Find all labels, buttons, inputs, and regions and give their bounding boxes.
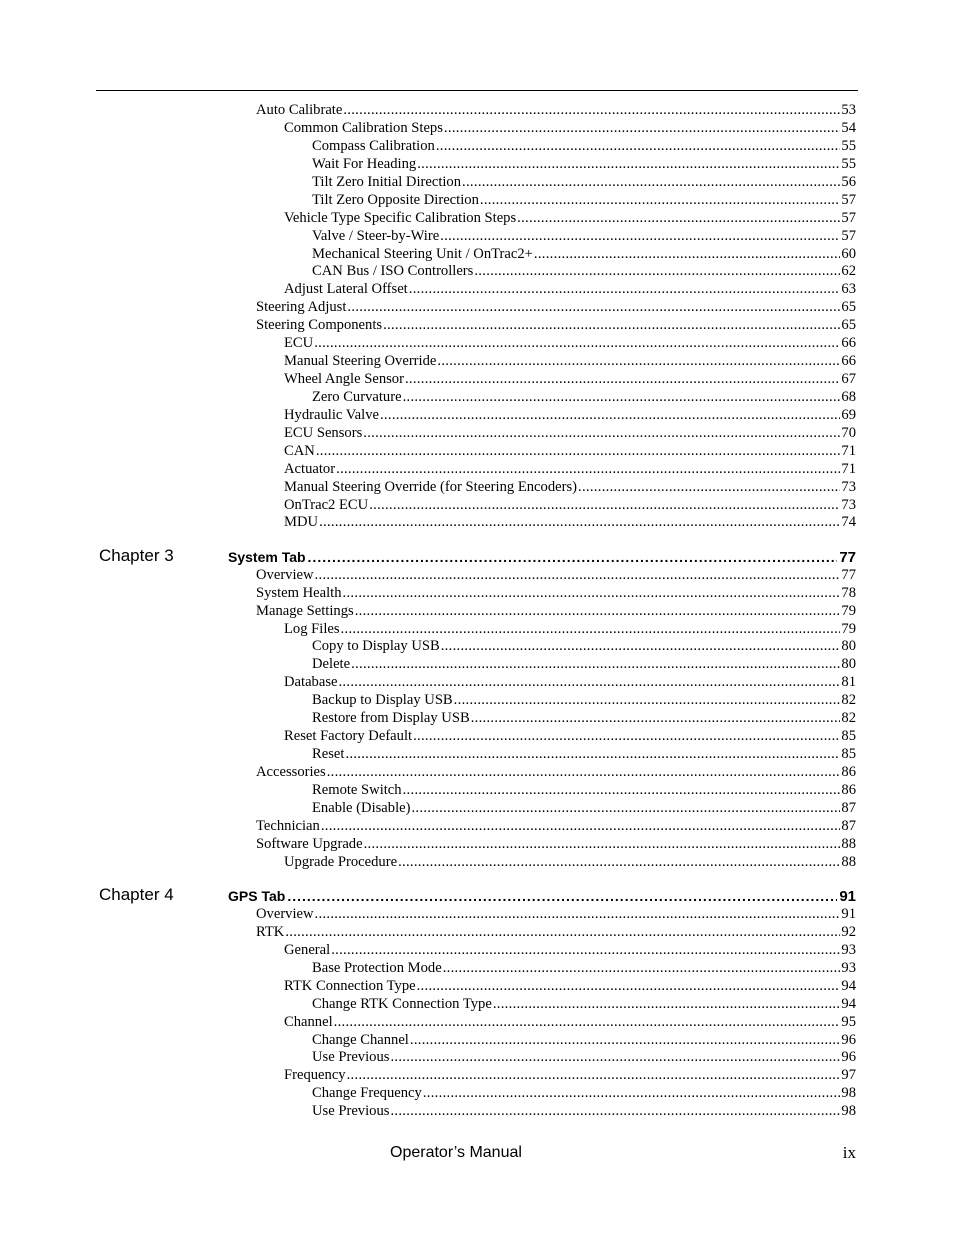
- toc-entry-page: 73: [841, 497, 856, 513]
- toc-entry-page: 92: [841, 924, 856, 940]
- toc-entry-page: 68: [841, 389, 856, 405]
- footer-manual-title: Operator’s Manual: [390, 1144, 522, 1161]
- toc-entry-title: Reset Factory Default: [284, 728, 413, 744]
- toc-leader: [364, 835, 841, 853]
- toc-leader: [336, 460, 840, 478]
- toc-entry-title: Vehicle Type Specific Calibration Steps: [284, 210, 517, 226]
- toc-entry-title: Copy to Display USB: [312, 638, 440, 654]
- toc-leader: [331, 941, 840, 959]
- toc-entry[interactable]: [312, 637, 856, 655]
- toc-entry-page: 94: [841, 978, 856, 994]
- toc-entry[interactable]: [312, 1102, 856, 1120]
- toc-entry-title: General: [284, 942, 331, 958]
- toc-entry-title: Accessories: [256, 764, 326, 780]
- toc-entry[interactable]: [312, 1031, 856, 1049]
- toc-entry[interactable]: [312, 155, 856, 173]
- toc-entry-title: Software Upgrade: [256, 836, 363, 852]
- toc-entry[interactable]: [312, 691, 856, 709]
- toc-entry-title: Manage Settings: [256, 603, 354, 619]
- toc-leader: [347, 1066, 841, 1084]
- toc-entry-page: 66: [841, 353, 856, 369]
- toc-entry[interactable]: [284, 1066, 856, 1084]
- toc-entry-page: 80: [841, 638, 856, 654]
- toc-entry[interactable]: [256, 602, 856, 620]
- toc-entry-page: 79: [841, 621, 856, 637]
- toc-entry-title: Manual Steering Override: [284, 353, 437, 369]
- toc-leader: [474, 262, 840, 280]
- toc-entry-page: 71: [841, 443, 856, 459]
- toc-entry-title: Log Files: [284, 621, 340, 637]
- toc-entry-title: Steering Components: [256, 317, 383, 333]
- toc-entry[interactable]: [312, 245, 856, 263]
- toc-entry-page: 80: [841, 656, 856, 672]
- toc-leader: [287, 886, 837, 906]
- toc-leader: [338, 673, 840, 691]
- toc-entry-title: Database: [284, 674, 338, 690]
- toc-leader: [423, 1084, 841, 1102]
- toc-entry[interactable]: [312, 655, 856, 673]
- toc-entry-page: 91: [841, 906, 856, 922]
- toc-leader: [403, 388, 841, 406]
- toc-entry-title: Enable (Disable): [312, 800, 411, 816]
- toc-entry-page: 96: [841, 1049, 856, 1065]
- toc-entry-title: RTK Connection Type: [284, 978, 416, 994]
- toc-entry-title: ECU: [284, 335, 314, 351]
- toc-entry-title: Reset: [312, 746, 345, 762]
- toc-entry[interactable]: [284, 977, 856, 995]
- toc-entry[interactable]: [284, 673, 856, 691]
- toc-entry[interactable]: [284, 1013, 856, 1031]
- toc-leader: [440, 227, 840, 245]
- toc-entry-page: 57: [841, 228, 856, 244]
- chapter-entry[interactable]: [228, 547, 856, 567]
- toc-leader: [314, 334, 840, 352]
- toc-entry-page: 69: [841, 407, 856, 423]
- toc-entry-title: Change Channel: [312, 1032, 409, 1048]
- toc-leader: [390, 1048, 840, 1066]
- toc-entry-page: 98: [841, 1103, 856, 1119]
- toc-entry[interactable]: [312, 1048, 856, 1066]
- toc-entry-page: 79: [841, 603, 856, 619]
- toc-entry-page: 57: [841, 192, 856, 208]
- toc-entry-page: 88: [841, 836, 856, 852]
- toc-leader: [380, 406, 840, 424]
- toc-entry-page: 53: [841, 102, 856, 118]
- toc-leader: [369, 496, 840, 514]
- toc-entry[interactable]: [312, 799, 856, 817]
- toc-entry[interactable]: [256, 905, 856, 923]
- toc-entry[interactable]: [256, 817, 856, 835]
- toc-leader: [437, 352, 840, 370]
- toc-leader: [454, 691, 841, 709]
- toc-leader: [308, 547, 838, 567]
- toc-leader: [578, 478, 840, 496]
- toc-entry-page: 65: [841, 317, 856, 333]
- toc-leader: [443, 959, 841, 977]
- toc-leader: [343, 101, 840, 119]
- toc-leader: [341, 620, 841, 638]
- toc-leader: [409, 280, 841, 298]
- toc-entry-title: Tilt Zero Opposite Direction: [312, 192, 479, 208]
- toc-entry-page: 96: [841, 1032, 856, 1048]
- toc-entry[interactable]: [312, 995, 856, 1013]
- toc-leader: [398, 853, 840, 871]
- toc-leader: [347, 298, 840, 316]
- toc-entry-page: 66: [841, 335, 856, 351]
- toc-leader: [403, 781, 841, 799]
- toc-leader: [517, 209, 840, 227]
- toc-entry-title: Actuator: [284, 461, 336, 477]
- toc-entry-title: Hydraulic Valve: [284, 407, 379, 423]
- toc-entry-page: 87: [841, 800, 856, 816]
- toc-entry-title: Channel: [284, 1014, 333, 1030]
- toc-leader: [319, 513, 840, 531]
- toc-entry-page: 78: [841, 585, 856, 601]
- toc-entry-page: 55: [841, 156, 856, 172]
- toc-entry-title: Zero Curvature: [312, 389, 402, 405]
- toc-leader: [285, 923, 840, 941]
- toc-entry-title: Overview: [256, 906, 314, 922]
- toc-leader: [327, 763, 841, 781]
- chapter-label: Chapter 3: [99, 546, 174, 565]
- toc-leader: [315, 566, 841, 584]
- toc-entry[interactable]: [312, 191, 856, 209]
- chapter-page: 77: [839, 549, 856, 566]
- chapter-page: 91: [839, 888, 856, 905]
- toc-entry-title: Delete: [312, 656, 351, 672]
- toc-entry-page: 94: [841, 996, 856, 1012]
- toc-leader: [363, 424, 840, 442]
- toc-leader: [493, 995, 841, 1013]
- toc-leader: [355, 602, 841, 620]
- toc-leader: [444, 119, 840, 137]
- toc-entry[interactable]: [312, 388, 856, 406]
- toc-entry[interactable]: [284, 620, 856, 638]
- toc-entry-page: 81: [841, 674, 856, 690]
- toc-entry-title: Adjust Lateral Offset: [284, 281, 408, 297]
- toc-entry-page: 82: [841, 692, 856, 708]
- toc-entry[interactable]: [284, 280, 856, 298]
- toc-entry-page: 86: [841, 782, 856, 798]
- toc-leader: [480, 191, 841, 209]
- toc-leader: [462, 173, 840, 191]
- toc-leader: [534, 245, 841, 263]
- toc-entry-page: 82: [841, 710, 856, 726]
- toc-entry-page: 88: [841, 854, 856, 870]
- toc-leader: [343, 584, 841, 602]
- toc-entry[interactable]: [256, 584, 856, 602]
- toc-entry-title: Frequency: [284, 1067, 346, 1083]
- toc-entry-page: 62: [841, 263, 856, 279]
- toc-entry-title: Compass Calibration: [312, 138, 435, 154]
- toc-entry[interactable]: [284, 727, 856, 745]
- toc-entry-title: Mechanical Steering Unit / OnTrac2+: [312, 246, 533, 262]
- toc-entry-page: 86: [841, 764, 856, 780]
- chapter-entry[interactable]: [228, 886, 856, 906]
- toc-entry-title: Wait For Heading: [312, 156, 417, 172]
- toc-entry[interactable]: [312, 173, 856, 191]
- toc-entry[interactable]: [284, 496, 856, 514]
- toc-entry-page: 77: [841, 567, 856, 583]
- toc-entry-page: 74: [841, 514, 856, 530]
- chapter-title: System Tab: [228, 549, 306, 565]
- toc-leader: [383, 316, 840, 334]
- toc-leader: [321, 817, 841, 835]
- toc-entry-page: 85: [841, 728, 856, 744]
- toc-entry-page: 95: [841, 1014, 856, 1030]
- toc-entry[interactable]: [256, 566, 856, 584]
- toc-entry-title: Remote Switch: [312, 782, 402, 798]
- toc-entry[interactable]: [284, 941, 856, 959]
- toc-leader: [405, 370, 840, 388]
- toc-entry[interactable]: [284, 334, 856, 352]
- footer-page-number: ix: [842, 1143, 856, 1162]
- toc-entry-page: 71: [841, 461, 856, 477]
- toc-entry[interactable]: [312, 959, 856, 977]
- toc-entry-title: Auto Calibrate: [256, 102, 343, 118]
- toc-entry-page: 54: [841, 120, 856, 136]
- toc-leader: [471, 709, 841, 727]
- toc-leader: [411, 799, 840, 817]
- toc-entry[interactable]: [284, 370, 856, 388]
- toc-entry[interactable]: [284, 478, 856, 496]
- toc-entry-title: Upgrade Procedure: [284, 854, 398, 870]
- toc-leader: [316, 442, 841, 460]
- toc-entry-title: Change Frequency: [312, 1085, 422, 1101]
- toc-entry-title: Use Previous: [312, 1049, 390, 1065]
- toc-leader: [417, 977, 841, 995]
- toc-entry-title: Technician: [256, 818, 320, 834]
- toc-entry-page: 97: [841, 1067, 856, 1083]
- toc-leader: [413, 727, 840, 745]
- toc-entry-page: 73: [841, 479, 856, 495]
- toc-entry-title: Valve / Steer-by-Wire: [312, 228, 440, 244]
- toc-entry-title: Change RTK Connection Type: [312, 996, 492, 1012]
- toc-entry-title: Use Previous: [312, 1103, 390, 1119]
- toc-entry-page: 65: [841, 299, 856, 315]
- toc-entry[interactable]: [312, 137, 856, 155]
- toc-entry[interactable]: [312, 781, 856, 799]
- chapter-label: Chapter 4: [99, 885, 174, 904]
- toc-entry-page: 63: [841, 281, 856, 297]
- toc-entry[interactable]: [312, 745, 856, 763]
- toc-leader: [315, 905, 841, 923]
- toc-entry-title: Steering Adjust: [256, 299, 347, 315]
- toc-leader: [390, 1102, 840, 1120]
- toc-entry[interactable]: [312, 227, 856, 245]
- toc-entry[interactable]: [284, 119, 856, 137]
- toc-entry[interactable]: [312, 1084, 856, 1102]
- toc-leader: [334, 1013, 841, 1031]
- toc-entry[interactable]: [256, 298, 856, 316]
- toc-entry-page: 87: [841, 818, 856, 834]
- toc-entry-page: 55: [841, 138, 856, 154]
- toc-entry-page: 93: [841, 960, 856, 976]
- toc-entry-title: System Health: [256, 585, 342, 601]
- toc-entry-page: 67: [841, 371, 856, 387]
- toc-entry-page: 60: [841, 246, 856, 262]
- toc-entry-page: 70: [841, 425, 856, 441]
- toc-entry[interactable]: [312, 709, 856, 727]
- toc-entry-page: 57: [841, 210, 856, 226]
- toc-leader: [351, 655, 840, 673]
- header-rule: [96, 90, 858, 91]
- toc-leader: [345, 745, 840, 763]
- toc-entry-page: 56: [841, 174, 856, 190]
- toc-entry-title: CAN: [284, 443, 315, 459]
- toc-entry[interactable]: [256, 316, 856, 334]
- toc-entry[interactable]: [284, 853, 856, 871]
- toc-entry[interactable]: [284, 209, 856, 227]
- toc-entry[interactable]: [284, 460, 856, 478]
- toc-entry-title: Base Protection Mode: [312, 960, 442, 976]
- toc-entry-title: Manual Steering Override (for Steering Encoders): [284, 479, 577, 495]
- toc-entry-title: Restore from Display USB: [312, 710, 470, 726]
- toc-leader: [436, 137, 841, 155]
- toc-entry-title: ECU Sensors: [284, 425, 363, 441]
- toc-entry-title: MDU: [284, 514, 319, 530]
- toc-entry[interactable]: [284, 442, 856, 460]
- toc-entry[interactable]: [256, 923, 856, 941]
- toc-entry[interactable]: [256, 763, 856, 781]
- toc-entry-page: 85: [841, 746, 856, 762]
- toc-entry[interactable]: [284, 424, 856, 442]
- toc-entry-title: OnTrac2 ECU: [284, 497, 369, 513]
- toc-entry[interactable]: [256, 101, 856, 119]
- toc-entry-title: Overview: [256, 567, 314, 583]
- toc-entry-title: CAN Bus / ISO Controllers: [312, 263, 474, 279]
- toc-leader: [441, 637, 841, 655]
- toc-entry-page: 98: [841, 1085, 856, 1101]
- toc-entry-title: RTK: [256, 924, 285, 940]
- toc-entry-title: Common Calibration Steps: [284, 120, 443, 136]
- toc-entry-title: Wheel Angle Sensor: [284, 371, 404, 387]
- toc-entry[interactable]: [284, 513, 856, 531]
- toc-entry-page: 93: [841, 942, 856, 958]
- toc-entry[interactable]: [284, 406, 856, 424]
- toc-leader: [417, 155, 840, 173]
- toc-entry-title: Backup to Display USB: [312, 692, 453, 708]
- toc-entry[interactable]: [256, 835, 856, 853]
- chapter-title: GPS Tab: [228, 888, 286, 904]
- toc-leader: [410, 1031, 841, 1049]
- toc-entry[interactable]: [284, 352, 856, 370]
- toc-entry-title: Tilt Zero Initial Direction: [312, 174, 462, 190]
- toc-entry[interactable]: [312, 262, 856, 280]
